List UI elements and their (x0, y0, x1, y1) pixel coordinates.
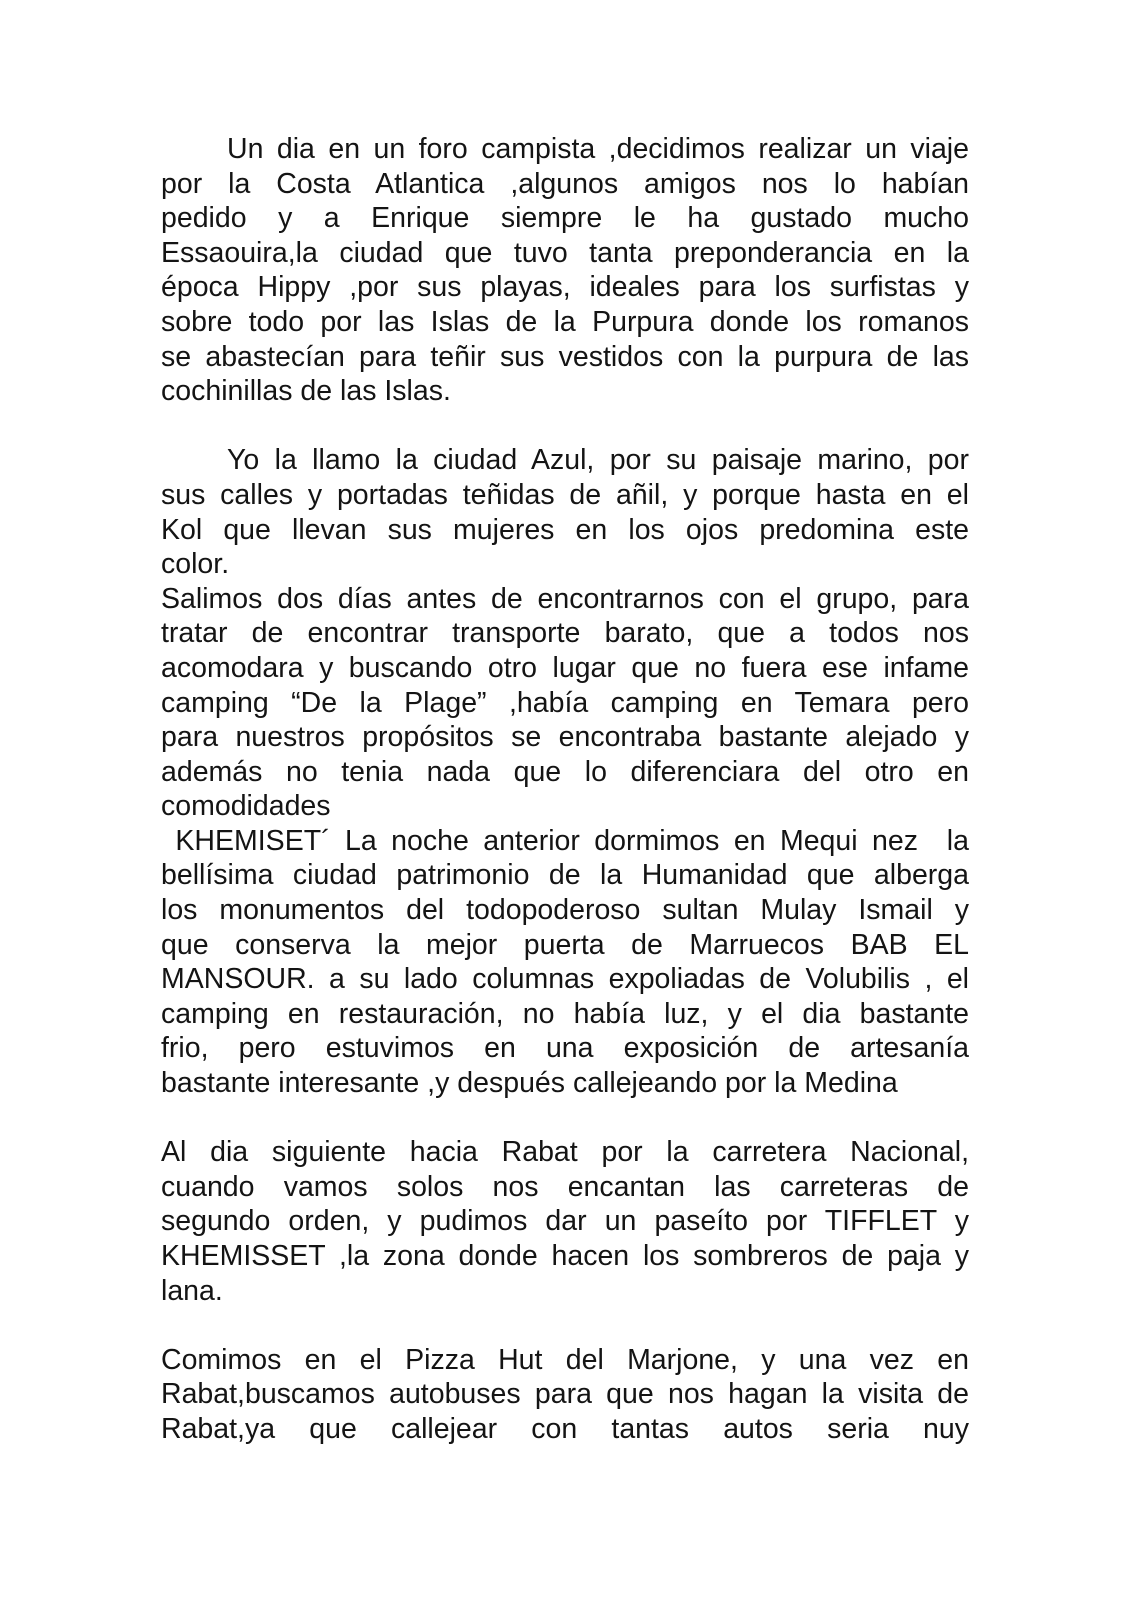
text-line: sus calles y portadas teñidas de añil, y porque hasta en el (161, 478, 969, 511)
text-line: por la Costa Atlantica ,algunos amigos nos lo habían (161, 167, 969, 200)
text-line: Comimos en el Pizza Hut del Marjone, y una vez en (161, 1343, 969, 1376)
text-line: camping “De la Plage” ,había camping en Temara pero (161, 686, 969, 719)
paragraph-4 (161, 824, 969, 1101)
paragraph-5 (161, 1135, 969, 1308)
text-line: frio, pero estuvimos en una exposición de artesanía (161, 1032, 969, 1065)
text-line: bastante interesante ,y después callejeando por la Medina (161, 1067, 898, 1100)
text-line: acomodara y buscando otro lugar que no fuera ese infame (161, 651, 969, 684)
paragraph-3 (161, 582, 969, 824)
paragraph-gap (161, 1101, 969, 1136)
text-line: KHEMISET´ La noche anterior dormimos en Mequi nez la (161, 824, 969, 857)
text-line: MANSOUR. a su lado columnas expoliadas de Volubilis , el (161, 963, 969, 996)
text-line: cuando vamos solos nos encantan las carreteras de (161, 1170, 969, 1203)
text-line: Salimos dos días antes de encontrarnos con el grupo, para (161, 582, 969, 615)
text-line: para nuestros propósitos se encontraba bastante alejado y (161, 721, 969, 754)
text-line: camping en restauración, no había luz, y el dia bastante (161, 997, 969, 1030)
text-line: se abastecían para teñir sus vestidos con la purpura de las (161, 340, 969, 373)
text-line: Kol que llevan sus mujeres en los ojos predomina este (161, 513, 969, 546)
text-line: además no tenia nada que lo diferenciara del otro en (161, 755, 969, 788)
text-line: Rabat,buscamos autobuses para que nos hagan la visita de (161, 1378, 969, 1411)
text-line: cochinillas de las Islas. (161, 375, 451, 408)
text-line: Essaouira,la ciudad que tuvo tanta preponderancia en la (161, 236, 969, 269)
text-line: que conserva la mejor puerta de Marruecos BAB EL (161, 928, 969, 961)
paragraph-2 (161, 443, 969, 581)
text-line: Rabat,ya que callejear con tantas autos seria nuy (161, 1412, 969, 1445)
text-line: época Hippy ,por sus playas, ideales para los surfistas y (161, 271, 969, 304)
text-line: comodidades (161, 790, 331, 823)
paragraph-6 (161, 1343, 969, 1447)
text-line: color. (161, 548, 230, 581)
text-line: lana. (161, 1274, 223, 1307)
body-text (161, 132, 969, 1447)
text-line: bellísima ciudad patrimonio de la Humanidad que alberga (161, 859, 969, 892)
paragraph-gap (161, 409, 969, 444)
text-line: pedido y a Enrique siempre le ha gustado mucho (161, 202, 969, 235)
text-line: Un dia en un foro campista ,decidimos realizar un viaje (227, 133, 969, 165)
paragraph-1 (161, 132, 969, 409)
text-line: Al dia siguiente hacia Rabat por la carretera Nacional, (161, 1136, 969, 1169)
paragraph-gap (161, 1308, 969, 1343)
text-line: tratar de encontrar transporte barato, que a todos nos (161, 617, 969, 650)
text-line: segundo orden, y pudimos dar un paseíto por TIFFLET y (161, 1205, 969, 1238)
text-line: los monumentos del todopoderoso sultan Mulay Ismail y (161, 894, 969, 927)
text-line: Yo la llamo la ciudad Azul, por su paisaje marino, por (227, 444, 969, 477)
text-line: sobre todo por las Islas de la Purpura donde los romanos (161, 305, 969, 338)
text-line: KHEMISSET ,la zona donde hacen los sombreros de paja y (161, 1240, 969, 1272)
